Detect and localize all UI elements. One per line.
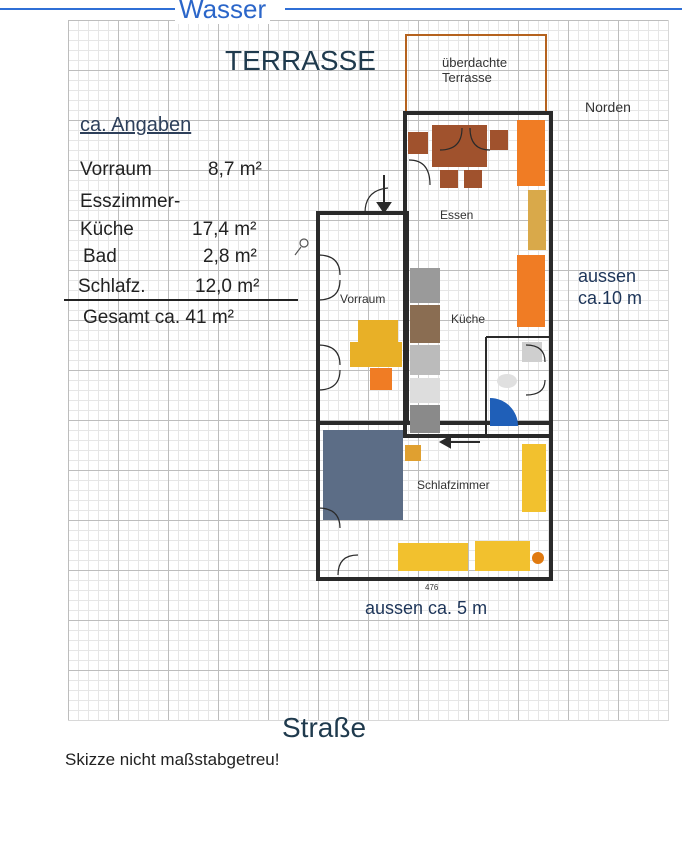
disclaimer-note: Skizze nicht maßstabgetreu! bbox=[65, 750, 280, 769]
vorraum-table-icon bbox=[350, 320, 402, 390]
outer-length-label: aussen ca.10 m bbox=[578, 266, 643, 308]
area-label: Esszimmer- bbox=[80, 191, 181, 212]
room-label-kueche: Küche bbox=[451, 312, 486, 326]
water-label: Wasser bbox=[175, 0, 270, 24]
outer-width-label: aussen ca. 5 m bbox=[365, 598, 488, 618]
area-value: 2,8 m² bbox=[203, 246, 257, 267]
bed-icon bbox=[323, 430, 403, 520]
room-label-vorraum: Vorraum bbox=[340, 292, 386, 306]
kitchen-row-icon bbox=[410, 268, 440, 433]
area-value: 8,7 m² bbox=[208, 159, 262, 180]
areas-title: ca. Angaben bbox=[80, 114, 192, 136]
street-label: Straße bbox=[282, 712, 367, 743]
north-label: Norden bbox=[585, 99, 631, 115]
dining-table-icon bbox=[408, 125, 508, 188]
bathroom-icon bbox=[490, 342, 542, 426]
brush-icon bbox=[295, 239, 308, 255]
dimension-label: 476 bbox=[425, 583, 439, 592]
area-label: Vorraum bbox=[80, 159, 152, 180]
area-label: Küche bbox=[80, 219, 134, 240]
terrace-label: TERRASSE bbox=[225, 45, 376, 76]
room-label-schlafzimmer: Schlafzimmer bbox=[417, 478, 490, 492]
area-label: Bad bbox=[83, 246, 117, 267]
area-total: Gesamt ca. 41 m² bbox=[83, 307, 234, 328]
counter-icon bbox=[528, 190, 546, 250]
covered-terrace-label: überdachte Terrasse bbox=[442, 55, 508, 85]
bedroom-yellow-furniture-icon bbox=[398, 444, 546, 571]
area-label: Schlafz. bbox=[78, 276, 146, 297]
room-label-essen: Essen bbox=[440, 208, 474, 222]
area-value: 12,0 m² bbox=[195, 276, 260, 297]
area-value: 17,4 m² bbox=[192, 219, 257, 240]
